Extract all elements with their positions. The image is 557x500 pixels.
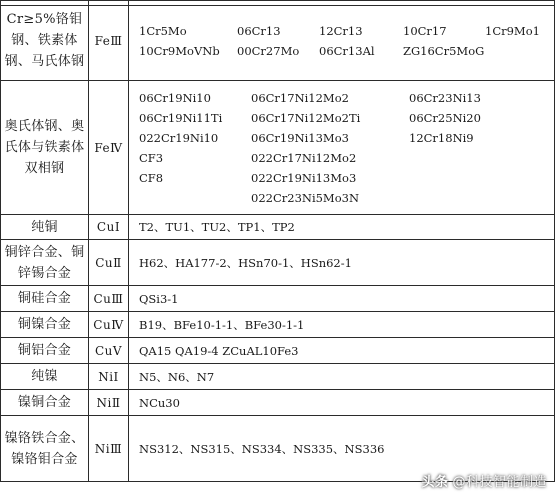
group-cell: CuⅠ	[89, 215, 129, 240]
category-cell: 奥氏体钢、奥氏体与铁素体双相钢	[1, 81, 89, 215]
table-row	[1, 286, 555, 312]
material-item: 06Cr13	[237, 23, 281, 38]
material-item: 1Cr9Mo1	[485, 23, 540, 38]
category-cell: 铜铝合金	[1, 338, 89, 364]
material-item: 06Cr13Al	[319, 43, 375, 58]
material-item: 12Cr13	[319, 23, 363, 38]
material-item: 12Cr18Ni9	[409, 130, 474, 145]
table-row	[1, 364, 555, 390]
group-cell: CuⅢ	[89, 286, 129, 312]
materials-line	[139, 21, 554, 41]
category-cell: 镍铬铁合金、镍铬钼合金	[1, 416, 89, 482]
material-item: 022Cr17Ni12Mo2	[251, 150, 357, 165]
category-cell: 纯铜	[1, 215, 89, 240]
material-item: 06Cr17Ni12Mo2	[251, 90, 349, 105]
group-cell: CuⅣ	[89, 312, 129, 338]
group-cell: NiⅢ	[89, 416, 129, 482]
materials-cell: B19、BFe10-1-1、BFe30-1-1	[129, 312, 555, 338]
materials-cell: H62、HA177-2、HSn70-1、HSn62-1	[129, 240, 555, 286]
group-cell: FeⅣ	[89, 81, 129, 215]
category-cell: 镍铜合金	[1, 390, 89, 416]
table-row	[1, 215, 555, 240]
group-cell: NiⅠ	[89, 364, 129, 390]
material-item: 06Cr19Ni10	[139, 90, 211, 105]
material-item: 10Cr9MoVNb	[139, 43, 220, 58]
materials-cell: NS312、NS315、NS334、NS335、NS336	[129, 416, 555, 482]
materials-line	[139, 108, 554, 128]
table-row	[1, 1, 555, 81]
materials-line	[139, 88, 554, 108]
material-item: ZG16Cr5MoG	[403, 43, 485, 58]
category-cell: 铜硅合金	[1, 286, 89, 312]
materials-cell: N5、N6、N7	[129, 364, 555, 390]
materials-cell: T2、TU1、TU2、TP1、TP2	[129, 215, 555, 240]
materials-cell	[129, 1, 555, 81]
material-item: 06Cr19Ni11Ti	[139, 110, 223, 125]
materials-line	[139, 148, 554, 168]
category-cell: 铜镍合金	[1, 312, 89, 338]
materials-cell: NCu30	[129, 390, 555, 416]
table-row	[1, 81, 555, 215]
materials-line	[139, 41, 554, 61]
table-row	[1, 240, 555, 286]
material-item: 06Cr19Ni13Mo3	[251, 130, 349, 145]
group-cell: CuⅡ	[89, 240, 129, 286]
material-item: 022Cr19Ni10	[139, 130, 219, 145]
materials-cell	[129, 81, 555, 215]
material-item: 06Cr17Ni12Mo2Ti	[251, 110, 361, 125]
materials-line	[139, 128, 554, 148]
category-cell: 纯镍	[1, 364, 89, 390]
group-cell: CuⅤ	[89, 338, 129, 364]
material-item: 022Cr19Ni13Mo3	[251, 170, 357, 185]
table-row	[1, 338, 555, 364]
watermark	[421, 471, 547, 490]
material-item: CF3	[139, 150, 164, 165]
materials-cell: QA15 QA19-4 ZCuAL10Fe3	[129, 338, 555, 364]
category-cell: 铜锌合金、铜锌锡合金	[1, 240, 89, 286]
material-item: 1Cr5Mo	[139, 23, 187, 38]
material-item: 10Cr17	[403, 23, 447, 38]
material-item: 06Cr25Ni20	[409, 110, 481, 125]
group-cell: NiⅡ	[89, 390, 129, 416]
group-cell: FeⅢ	[89, 1, 129, 81]
material-item: CF8	[139, 170, 164, 185]
material-item: 06Cr23Ni13	[409, 90, 481, 105]
materials-line	[139, 168, 554, 188]
material-item: 022Cr23Ni5Mo3N	[251, 190, 360, 205]
table-row	[1, 390, 555, 416]
materials-line	[139, 188, 554, 208]
material-item: 00Cr27Mo	[237, 43, 300, 58]
category-cell: Cr≥5%铬钼钢、铁素体钢、马氏体钢	[1, 1, 89, 81]
watermark-brand: 头条	[421, 475, 449, 490]
watermark-handle: @科技智能制造	[452, 475, 547, 490]
table-row	[1, 312, 555, 338]
materials-cell: QSi3-1	[129, 286, 555, 312]
